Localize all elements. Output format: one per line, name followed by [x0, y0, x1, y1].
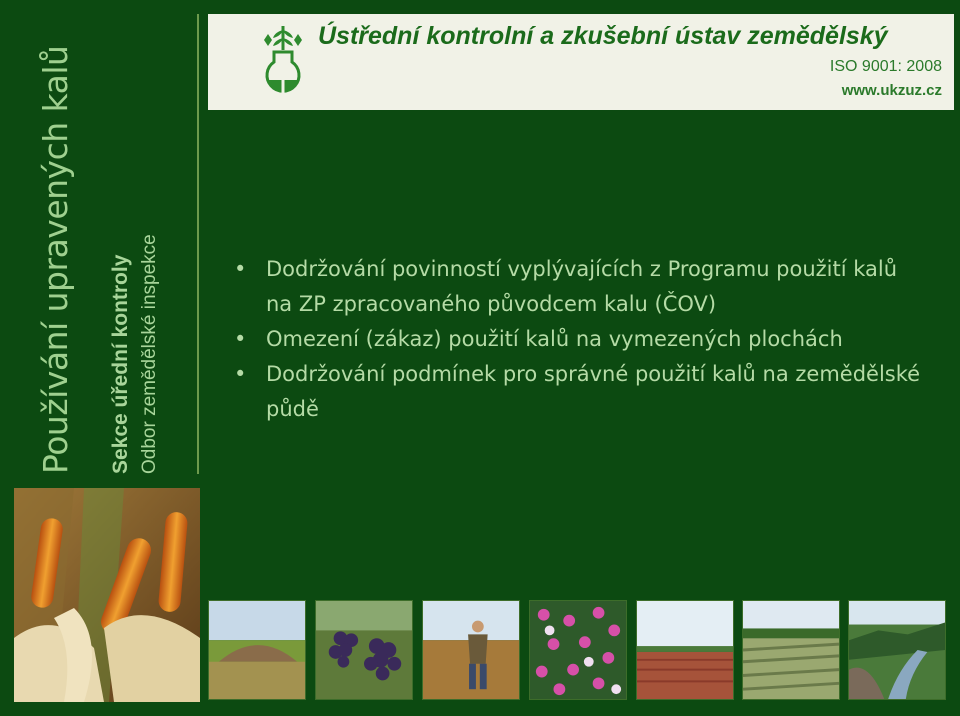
ukzuz-logo-icon [254, 20, 312, 104]
bullet-list [234, 252, 924, 427]
presentation-title: Používání upravených kalů [36, 45, 75, 474]
tilled-field-photo [742, 600, 840, 700]
crop-field-photo [636, 600, 734, 700]
bullet-item: • Dodržování povinností vyplývajících z Programu použití kalů na ZP zpracovaného původcem kalu (ČOV) [234, 252, 924, 322]
side-divider [197, 14, 199, 474]
section-name: Sekce úřední kontroly [109, 254, 132, 474]
header-banner [208, 14, 954, 110]
bullet-item: • Omezení (zákaz) použití kalů na vymezených plochách [234, 322, 924, 357]
institute-title: Ústřední kontrolní a zkušební ústav zemědělský [318, 22, 888, 50]
stream-photo [848, 600, 946, 700]
sludge-heap-photo [208, 600, 306, 700]
side-title-band [0, 0, 200, 488]
bullet-item: • Dodržování podmínek pro správné použití kalů na zemědělské půdě [234, 357, 924, 427]
flowers-photo [529, 600, 627, 700]
website-link[interactable]: www.ukzuz.cz [841, 82, 942, 99]
corn-cobs-photo [14, 488, 200, 702]
iso-label: ISO 9001: 2008 [829, 58, 942, 75]
department-name: Odbor zemědělské inspekce [139, 234, 160, 474]
farmer-photo [422, 600, 520, 700]
grapes-photo [315, 600, 413, 700]
